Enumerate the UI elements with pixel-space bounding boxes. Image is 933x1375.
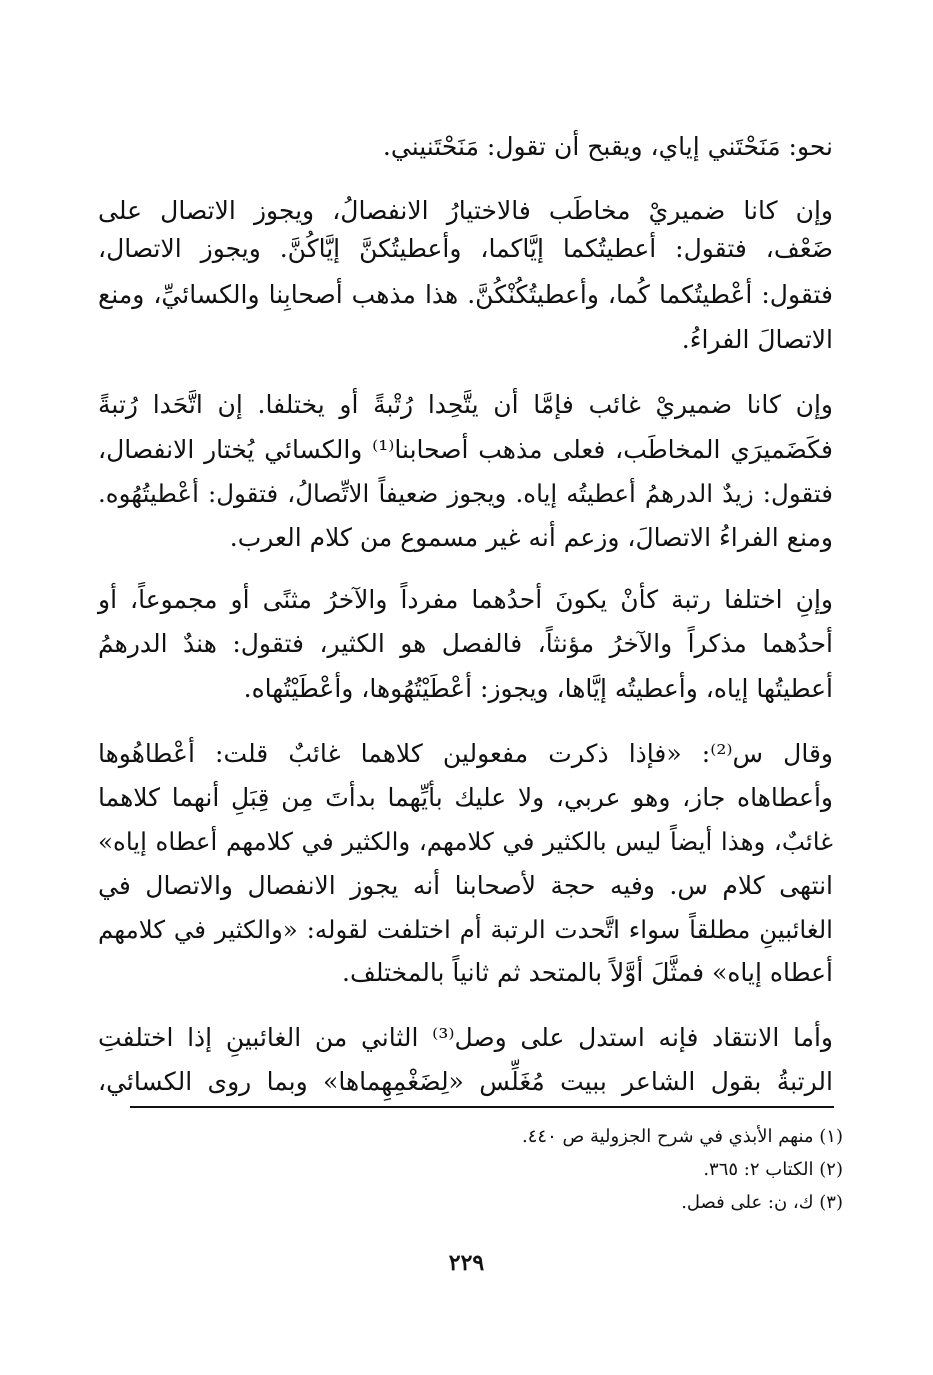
paragraph-6-line-2: الرتبةُ بقول الشاعر ببيت مُغَلِّس «لِضَغْمِهِماها» وبما روى الكسائي، [98,1067,833,1096]
paragraph-4-line-3: أعطيتُها إياه، وأعطيتُه إيَّاها، ويجوز: أعْطَيْتُهُوها، وأعْطَيْتُهاه. [243,674,833,703]
paragraph-2-line-4: الاتصالَ الفراءُ. [681,325,833,354]
paragraph-3-line-4: ومنع الفراءُ الاتصالَ، وزعم أنه غير مسموع من كلام العرب. [229,523,833,552]
footnote-separator [130,1106,834,1108]
paragraph-2-line-3: فتقول: أعْطيتُكما كُما، وأعطيتُكُنْكُنَّ. هذا مذهب أصحابِنا والكسائيِّ، ومنع [98,280,833,309]
paragraph-5-line-2: وأعطاهاه جاز، وهو عربي، ولا عليك بأيِّهما بدأتَ مِن قِبَلِ أنهما كلاهما [98,783,833,812]
paragraph-1-line-1: نحو: مَنَحْتَني إياي، ويقبح أن تقول: مَنَحْتَنيني. [382,132,833,161]
paragraph-4-line-1: وإنِ اختلفا رتبة كأنْ يكونَ أحدُهما مفرداً والآخرُ مثنًى أو مجموعاً، أو [98,585,833,614]
page-number: ٢٢٩ [448,1250,485,1276]
paragraph-5-line-6: أعطاه إياه» فمثَّلَ أوَّلاً بالمتحد ثم ثانياً بالمختلف. [342,958,833,987]
paragraph-2-line-2: ضَعْف، فتقول: أعطيتُكما إيَّاكما، وأعطيتُكنَّ إيَّاكُنَّ. ويجوز الاتصال، [98,234,833,263]
paragraph-5-line-1: وقال س⁽²⁾: «فإذا ذكرت مفعولين كلاهما غائبٌ قلت: أعْطاهُوها [98,739,833,768]
paragraph-2-line-1: وإن كانا ضميريْ مخاطَب فالاختيارُ الانفصالُ، ويجوز الاتصال على [98,196,833,225]
paragraph-5-line-5: الغائبينِ مطلقاً سواء اتَّحدت الرتبة أم اختلفت لقوله: «والكثير في كلامهم [98,915,833,944]
paragraph-3-line-2: فكَضَميرَي المخاطَب، فعلى مذهب أصحابنا⁽¹⁾ والكسائي يُختار الانفصال، [98,435,833,464]
paragraph-4-line-2: أحدُهما مذكراً والآخرُ مؤنثاً، فالفصل هو الكثير، فتقول: هندٌ الدرهمُ [98,629,833,658]
paragraph-3-line-1: وإن كانا ضميريْ غائب فإمَّا أن يتَّحِدا رُتْبةً أو يختلفا. إن اتَّحَدا رُتبةً [98,390,833,419]
footnote-1: (١) منهم الأبذي في شرح الجزولية ص ٤٤٠. [522,1126,843,1147]
footnote-3: (٣) ك، ن: على فصل. [681,1192,843,1213]
paragraph-5-line-3: غائبٌ، وهذا أيضاً ليس بالكثير في كلامهم، والكثير في كلامهم أعطاه إياه» [98,827,833,856]
paragraph-5-line-4: انتهى كلام س. وفيه حجة لأصحابنا أنه يجوز الانفصال والاتصال في [98,871,833,900]
footnote-2: (٢) الكتاب ٢: ٣٦٥. [703,1159,843,1180]
paragraph-3-line-3: فتقول: زيدٌ الدرهمُ أعطيتُه إياه. ويجوز ضعيفاً الاتِّصالُ، فتقول: أعْطيتُهُوه. [98,479,833,508]
paragraph-6-line-1: وأما الانتقاد فإنه استدل على وصل⁽³⁾ الثاني من الغائبينِ إذا اختلفتِ [98,1023,833,1052]
